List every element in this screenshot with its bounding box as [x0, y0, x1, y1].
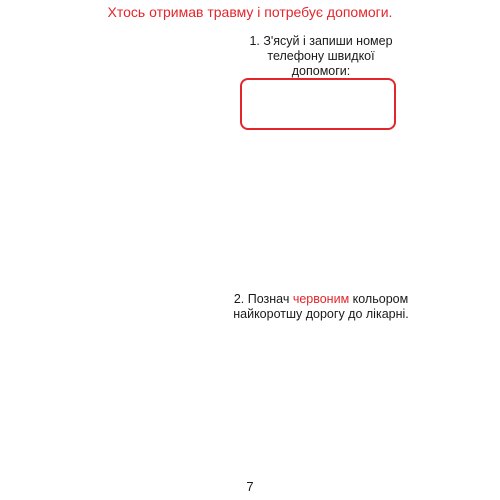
task2-line1 [226, 292, 416, 307]
task2-highlight: червоним [292, 292, 350, 306]
task2-prefix: 2. Познач [233, 292, 293, 306]
page-title: Хтось отримав травму і потребує допомоги. [107, 4, 393, 20]
task2-suffix: кольором [349, 292, 409, 306]
task1-line1: 1. З'ясуй і запиши номер [249, 34, 393, 48]
page-number: 7 [246, 479, 254, 494]
task1-text [236, 34, 406, 79]
task2-line2: найкоротшу дорогу до лікарні. [233, 307, 409, 321]
bubble-call-line1: ШВИДКО [125, 63, 190, 79]
bubble-call-line2: ТЕЛЕФОНУЙ!!! [106, 81, 209, 97]
task1-line2: телефону швидкої [267, 49, 375, 63]
task1-line3: допомоги: [291, 64, 351, 78]
speech-bubble-ouch-text: ОЙ, ОЙ, ОЙ!!! [283, 152, 369, 167]
speech-bubble-call-text [100, 62, 215, 98]
